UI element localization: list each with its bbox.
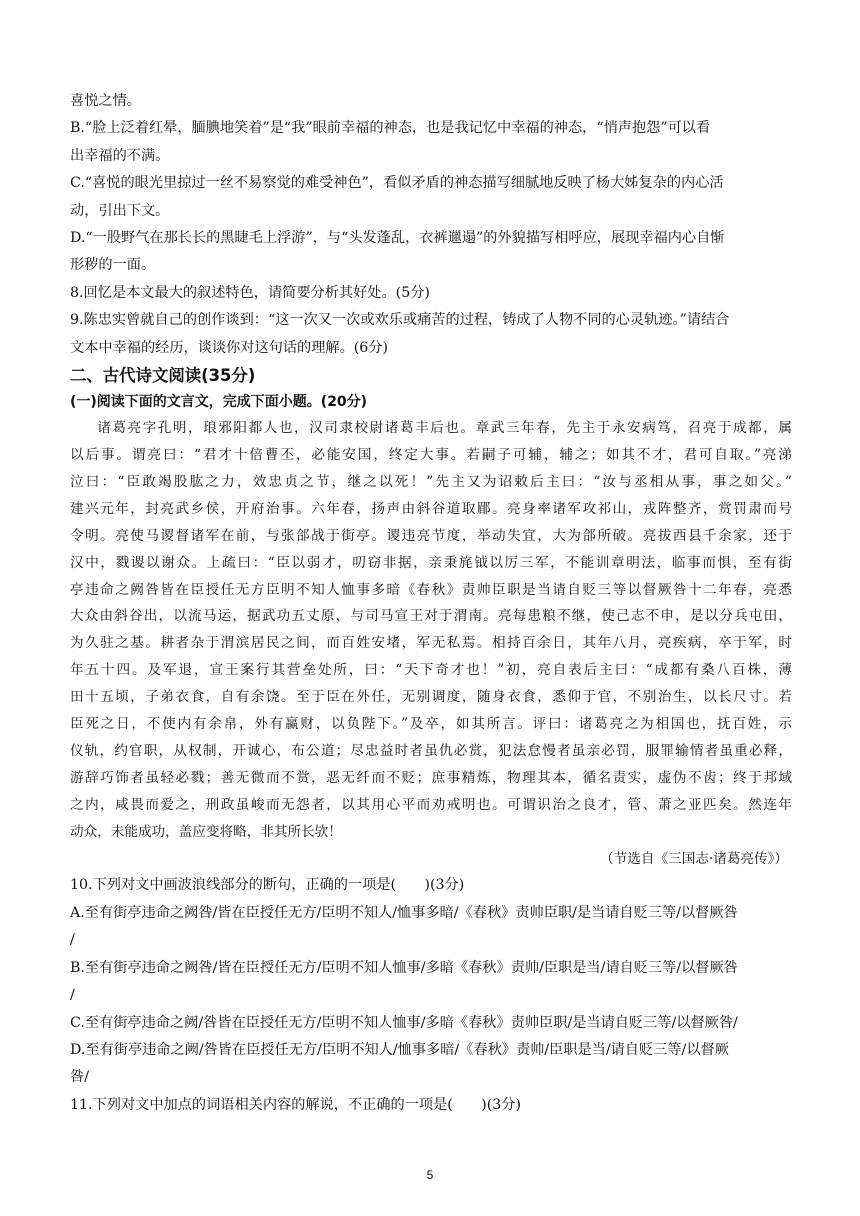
q7-option-c-line: C.“喜悦的眼光里掠过一丝不易察觉的难受神色”，看似矛盾的神态描写细腻地反映了杨大姊复杂的内心活 <box>70 175 724 192</box>
question-11-stem: 11.下列对文中加点的词语相关内容的解说，不正确的一项是( )(3分) <box>70 1096 521 1113</box>
subsection-title: (一)阅读下面的文言文，完成下面小题。(20分) <box>70 394 368 411</box>
passage-line: 年五十四。及军退，宣王案行其营垒处所，曰：“天下奇才也！”初，亮自表后主曰：“成都有桑八百株，薄 <box>70 662 792 679</box>
q10-option-c-line: C.至有街亭违命之阙/咎皆在臣授任无方/臣明不知人恤事/多暗《春秋》责帅臣职/是当请自贬三等/以督厥咎/ <box>70 1014 738 1031</box>
q10-option-a-line: / <box>70 932 75 949</box>
q7-option-c-line: 动，引出下文。 <box>70 202 170 219</box>
q10-option-b-line: B.至有街亭违命之阙咎/皆在臣授任无方/臣明不知人恤事/多暗《春秋》责帅/臣职是当/请自贬三等/以督厥咎 <box>70 959 738 976</box>
passage-line: 游辞巧饰者虽轻必戮；善无微而不赏，恶无纤而不贬；庶事精炼，物理其本，循名责实，虚伪不齿；终于邦域 <box>70 769 792 786</box>
passage-line: 为久驻之基。耕者杂于渭滨居民之间，而百姓安堵，军无私焉。相持百余日，其年八月，亮疾病，卒于军，时 <box>70 635 792 652</box>
q10-option-b-line: / <box>70 987 75 1004</box>
q10-option-a-line: A.至有街亭违命之阙咎/皆在臣授任无方/臣明不知人/恤事多暗/《春秋》责帅臣职/是当请自贬三等/以督厥咎 <box>70 904 738 921</box>
passage-line: 汉中，戮谡以谢众。上疏曰：“臣以弱才，叨窃非据，亲秉旄钺以厉三军，不能训章明法，临事而惧，至有街 <box>70 554 792 571</box>
q10-option-d-line: 咎/ <box>70 1069 89 1086</box>
q7-option-d-line: D.“一股野气在那长长的黑睫毛上浮游”，与“头发蓬乱，衣裤邋遢”的外貌描写相呼应，展现幸福内心自惭 <box>70 230 725 247</box>
passage-line: 田十五顷，子弟衣食，自有余饶。至于臣在外任，无别调度，随身衣食，悉仰于官，不别治生，以长尺寸。若 <box>70 689 792 706</box>
classical-passage <box>70 415 792 872</box>
passage-source: （节选自《三国志·诸葛亮传》） <box>600 850 788 867</box>
page-number: 5 <box>426 1168 434 1182</box>
q7-option-a-continuation: 喜悦之情。 <box>70 93 141 109</box>
passage-line: 泣曰：“臣敢竭股肱之力，效忠贞之节，继之以死！”先主又为诏敕后主曰：“汝与丞相从事，事之如父。” <box>70 473 792 490</box>
question-9-line: 9.陈忠实曾就自己的创作谈到：“这一次又一次或欢乐或痛苦的过程，铸成了人物不同的心灵轨迹。”请结合 <box>70 312 730 329</box>
passage-line: 以后事。谓亮曰：“君才十倍曹丕，必能安国，终定大事。若嗣子可辅，辅之；如其不才，君可自取。”亮涕 <box>70 446 792 463</box>
section-title: 二、古代诗文阅读(35分) <box>70 366 256 386</box>
q7-option-d-line: 形秽的一面。 <box>70 257 156 274</box>
passage-line: 诸葛亮字孔明，琅邪阳都人也，汉司隶校尉诸葛丰后也。章武三年春，先主于永安病笃，召亮于成都，属 <box>97 420 792 437</box>
question-9-line: 文本中幸福的经历，谈谈你对这句话的理解。(6分) <box>70 339 389 356</box>
passage-line: 令明。亮使马谡督诸军在前，与张郃战于街亭。谡违亮节度，举动失宜，大为郃所破。亮拔西县千余家，还于 <box>70 527 792 544</box>
passage-line: 建兴元年，封亮武乡侯，开府治事。六年春，扬声由斜谷道取郿。亮身率诸军攻祁山，戎阵整齐，赏罚肃而号 <box>70 500 792 517</box>
passage-line: 臣死之日，不使内有余帛，外有赢财，以负陛下。”及卒，如其所言。评曰：诸葛亮之为相国也，抚百姓，示 <box>70 716 792 733</box>
question-8: 8.回忆是本文最大的叙述特色，请简要分析其好处。(5分) <box>70 284 430 301</box>
passage-line: 动众，未能成功，盖应变将略，非其所长欤！ <box>70 823 342 840</box>
document-page <box>70 88 792 1119</box>
passage-line: 仪轨，约官职，从权制，开诚心，布公道；尽忠益时者虽仇必赏，犯法怠慢者虽亲必罚，服罪输情者虽重必释， <box>70 742 792 759</box>
passage-line: 亭违命之阙咎皆在臣授任无方臣明不知人恤事多暗《春秋》责帅臣职是当请自贬三等以督厥咎十二年春，亮悉 <box>70 581 792 598</box>
q10-option-d-line: D.至有街亭违命之阙/咎皆在臣授任无方/臣明不知人/恤事多暗/《春秋》责帅/臣职是当/请自贬三等/以督厥 <box>70 1041 729 1058</box>
q7-option-b-line: B.“脸上泛着红晕，腼腆地笑着”是“我”眼前幸福的神态，也是我记忆中幸福的神态，“悄声抱怨”可以看 <box>70 120 711 137</box>
passage-line: 大众由斜谷出，以流马运，据武功五丈原，与司马宣王对于渭南。亮每患粮不继，使己志不申，是以分兵屯田， <box>70 608 792 625</box>
passage-line: 之内，咸畏而爱之，刑政虽峻而无怨者，以其用心平而劝戒明也。可谓识治之良才，管、萧之亚匹矣。然连年 <box>70 796 792 813</box>
question-10-stem: 10.下列对文中画波浪线部分的断句，正确的一项是( )(3分) <box>70 877 465 894</box>
q7-option-b-line: 出幸福的不满。 <box>70 147 170 164</box>
